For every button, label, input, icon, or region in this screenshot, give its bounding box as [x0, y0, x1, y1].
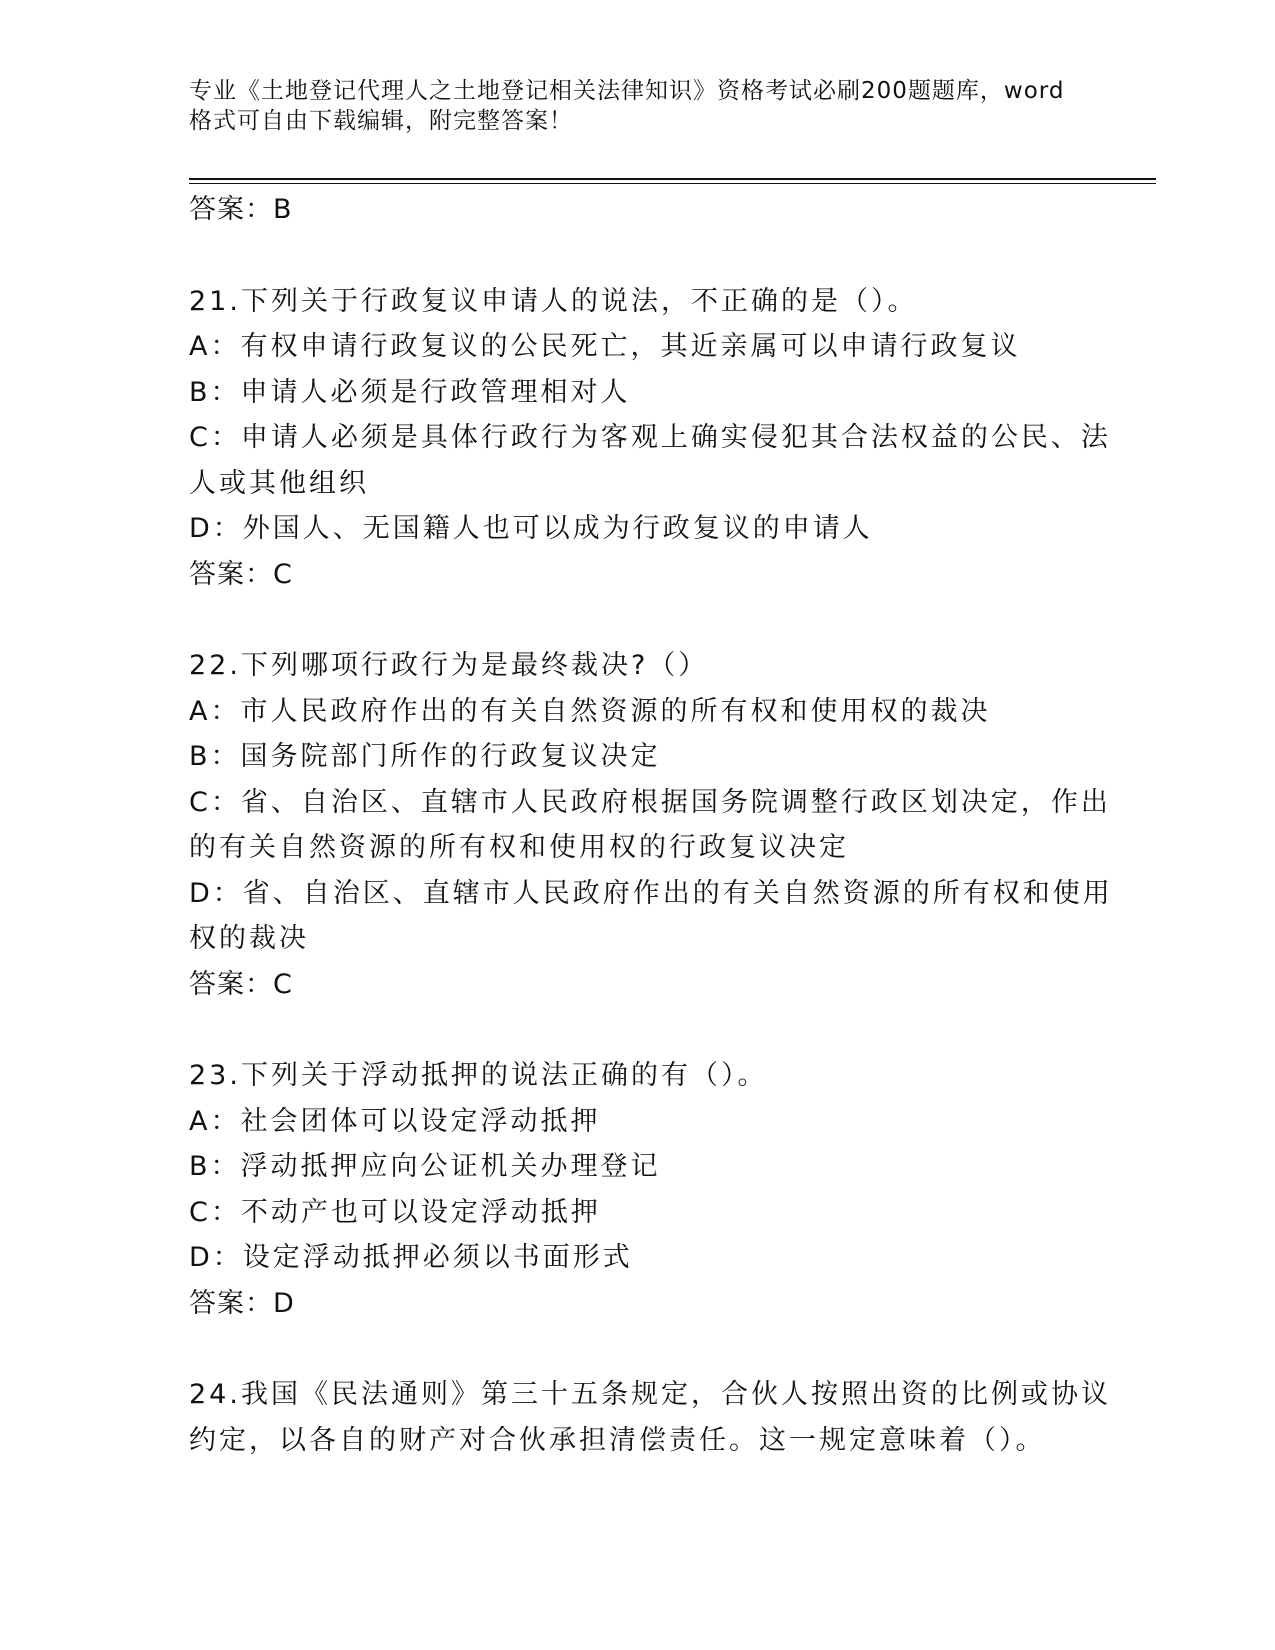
- spacer: [189, 1326, 1089, 1372]
- question-21: [189, 279, 1111, 598]
- question-22: [189, 643, 1113, 1007]
- question-stem: 23.下列关于浮动抵押的说法正确的有（）。: [189, 1060, 768, 1091]
- option-c-continued: 的有关自然资源的所有权和使用权的行政复议决定: [189, 832, 849, 863]
- option-d: D：外国人、无国籍人也可以成为行政复议的申请人: [189, 513, 873, 544]
- spacer: [189, 233, 1089, 279]
- option-d: D：设定浮动抵押必须以书面形式: [189, 1242, 633, 1273]
- header-line-2: 格式可自由下载编辑，附完整答案！: [189, 108, 573, 134]
- answer: 答案：C: [189, 558, 293, 590]
- option-b: B：国务院部门所作的行政复议决定: [189, 741, 661, 772]
- option-c: C：不动产也可以设定浮动抵押: [189, 1196, 601, 1228]
- option-a: A：市人民政府作出的有关自然资源的所有权和使用权的裁决: [189, 695, 991, 727]
- previous-answer: 答案：B: [189, 194, 293, 225]
- answer: 答案：D: [189, 1287, 295, 1319]
- answer: 答案：C: [189, 968, 293, 1000]
- question-stem-continued: 约定，以各自的财产对合伙承担清偿责任。这一规定意味着（）。: [189, 1424, 1046, 1456]
- option-c-continued: 人或其他组织: [189, 467, 369, 499]
- option-b: B：浮动抵押应向公证机关办理登记: [189, 1151, 661, 1182]
- option-b: B：申请人必须是行政管理相对人: [189, 376, 631, 408]
- header-line-1: 专业《土地登记代理人之土地登记相关法律知识》资格考试必刷200题题库，word: [189, 78, 1065, 104]
- question-stem: 22.下列哪项行政行为是最终裁决?（）: [189, 650, 709, 681]
- spacer: [189, 1007, 1089, 1053]
- option-c: C：省、自治区、直辖市人民政府根据国务院调整行政区划决定，作出: [189, 786, 1111, 818]
- header-divider-thin: [189, 183, 1156, 184]
- question-24: [189, 1372, 1111, 1463]
- document-header: [189, 76, 1089, 136]
- question-stem: 21.下列关于行政复议申请人的说法，不正确的是（）。: [189, 285, 918, 317]
- option-a: A：有权申请行政复议的公民死亡，其近亲属可以申请行政复议: [189, 331, 1021, 362]
- question-23: [189, 1053, 1089, 1326]
- option-d: D：省、自治区、直辖市人民政府作出的有关自然资源的所有权和使用: [189, 877, 1113, 909]
- header-divider-thick: [189, 178, 1156, 180]
- spacer: [189, 597, 1089, 643]
- question-stem: 24.我国《民法通则》第三十五条规定，合伙人按照出资的比例或协议: [189, 1379, 1111, 1410]
- option-d-continued: 权的裁决: [189, 923, 309, 954]
- option-c: C：申请人必须是具体行政行为客观上确实侵犯其合法权益的公民、法: [189, 422, 1111, 453]
- document-body: [189, 187, 1113, 1463]
- option-a: A：社会团体可以设定浮动抵押: [189, 1105, 601, 1137]
